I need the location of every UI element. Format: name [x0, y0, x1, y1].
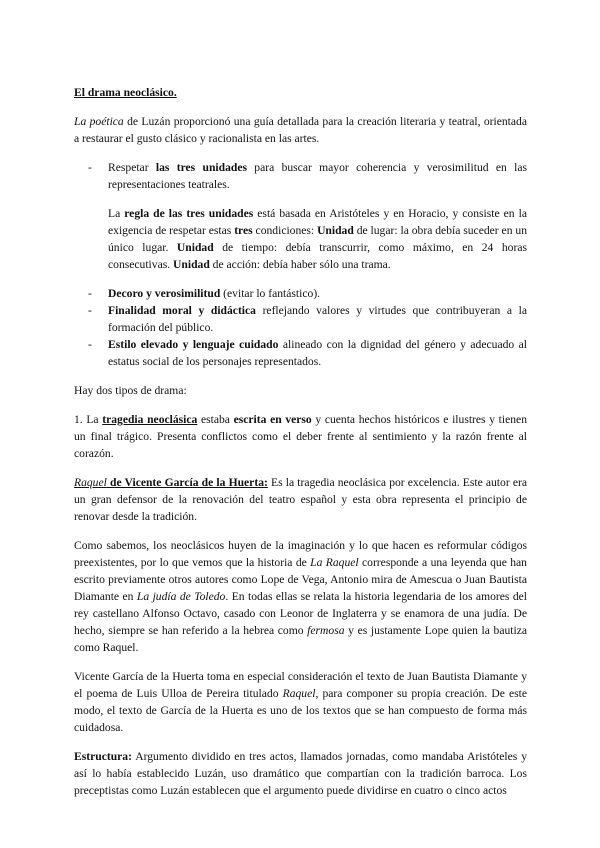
list-item-unidades	[74, 159, 527, 193]
unidades-text-a: Respetar	[108, 161, 156, 174]
dash-bullet-icon: -	[88, 287, 92, 300]
list-item-bold: Finalidad moral y didáctica	[108, 304, 256, 317]
list-item-text: reflejando valores y virtudes que contribuyeran a la formación del público.	[108, 304, 527, 334]
regla-a: La	[108, 207, 125, 220]
unidades-text-c: para buscar mayor coherencia y verosimilitud en las representaciones teatrales.	[108, 161, 527, 191]
vicente-b: Raquel	[282, 687, 316, 700]
unidades-bold: las tres unidades	[155, 161, 247, 174]
section-title: El drama neoclásico.	[74, 86, 177, 99]
list-item-bold: Estilo elevado y lenguaje cuidado	[108, 338, 279, 351]
raquel-text: Es la tragedia neoclásica por excelencia. Este autor era un gran defensor de la renovación del teatro español y esta obra representa el principio de renovar desde la tradición.	[74, 476, 527, 523]
regla-h: Unidad	[176, 241, 214, 254]
regla-i: de tiempo: debía transcurrir, como máximo, en 24 horas consecutivas.	[108, 241, 527, 271]
vicente-a: Vicente García de la Huerta toma en especial consideración el texto de Juan Bautista Diamante y el poema de Luis Ulloa de Pereira titulado	[74, 670, 527, 700]
list-item-text: (evitar lo fantástico).	[220, 287, 321, 300]
raquel-title-italic: Raquel	[74, 476, 107, 489]
como-d: La judía de Toledo	[136, 590, 226, 603]
tragedia-e: y cuenta hechos históricos e ilustres y tienen un final trágico. Presenta conflictos como el deber frente al sentimiento y la razón frente al corazón.	[74, 413, 527, 460]
regla-c: está basada en Aristóteles y en Horacio, y consiste en la exigencia de respetar estas	[108, 207, 527, 237]
regla-b: regla de las tres unidades	[124, 207, 254, 220]
vicente-paragraph	[74, 668, 527, 736]
regla-g: de lugar: la obra debía suceder en un único lugar.	[108, 224, 527, 254]
estructura-paragraph	[74, 748, 527, 799]
bullet-list	[74, 285, 527, 370]
como-f: fermosa	[307, 624, 345, 637]
intro-text: de Luzán proporcionó una guía detallada para la creación literaria y teatral, orientada a restaurar el gusto clásico y racionalista en las artes.	[74, 115, 527, 145]
tipos-paragraph: Hay dos tipos de drama:	[74, 384, 187, 397]
como-a: Como sabemos, los neoclásicos huyen de la imaginación y lo que hacen es reformular códigos preexistentes, por lo que vemos que la historia de	[74, 539, 527, 569]
regla-d: tres	[234, 224, 253, 237]
tragedia-c: estaba	[197, 413, 234, 426]
document-body	[74, 84, 527, 799]
list-item-text: alineado con la dignidad del género y adecuado al estatus social de los personajes representados.	[108, 338, 527, 368]
regla-j: Unidad	[173, 258, 210, 271]
dash-bullet-icon: -	[88, 304, 92, 317]
dash-bullet-icon: -	[88, 161, 92, 174]
regla-paragraph	[108, 205, 527, 273]
regla-f: Unidad	[317, 224, 354, 237]
dash-bullet-icon: -	[88, 338, 92, 351]
list-item	[74, 302, 527, 336]
tragedia-b: tragedia neoclásica	[102, 413, 198, 426]
regla-e: condiciones:	[252, 224, 318, 237]
estructura-label: Estructura:	[74, 750, 132, 763]
como-e: . En todas ellas se relata la historia legendaria de los amores del rey castellano Alfonso Octavo, casado con Leonor de Inglaterra y se enamora de una judía. De hecho, siempre se han referido a la hebrea como	[74, 590, 527, 637]
list-item-bold: Decoro y verosimilitud	[108, 287, 221, 300]
intro-paragraph	[74, 113, 527, 147]
raquel-paragraph	[74, 474, 527, 525]
estructura-text: Argumento dividido en tres actos, llamados jornadas, como mandaba Aristóteles y así lo había establecido Luzán, uso dramático que compartían con la tradición barroca. Los preceptistas como Luzán establecen que el argumento puede dividirse en cuatro o cinco actos	[74, 750, 527, 797]
list-item	[74, 285, 527, 302]
tragedia-paragraph	[74, 411, 527, 462]
tragedia-a: 1. La	[74, 413, 103, 426]
tragedia-d: escrita en verso	[233, 413, 312, 426]
como-g: y es justamente Lope quien la bautiza como Raquel.	[74, 624, 527, 654]
como-b: La Raquel	[310, 556, 359, 569]
list-item	[74, 336, 527, 370]
como-paragraph	[74, 537, 527, 656]
como-c: corresponde a una leyenda que han escrito previamente otros autores como Lope de Vega, Antonio mira de Amescua o Juan Bautista Diamante en	[74, 556, 527, 603]
vicente-c: , para componer su propia creación. De este modo, el texto de García de la Huerta es uno de los textos que se han compuesto de forma más cuidadosa.	[74, 687, 528, 734]
intro-italic: La poética	[74, 115, 124, 128]
regla-k: de acción: debía haber sólo una trama.	[209, 258, 391, 271]
raquel-author-bold: de Vicente García de la Huerta:	[106, 476, 268, 489]
